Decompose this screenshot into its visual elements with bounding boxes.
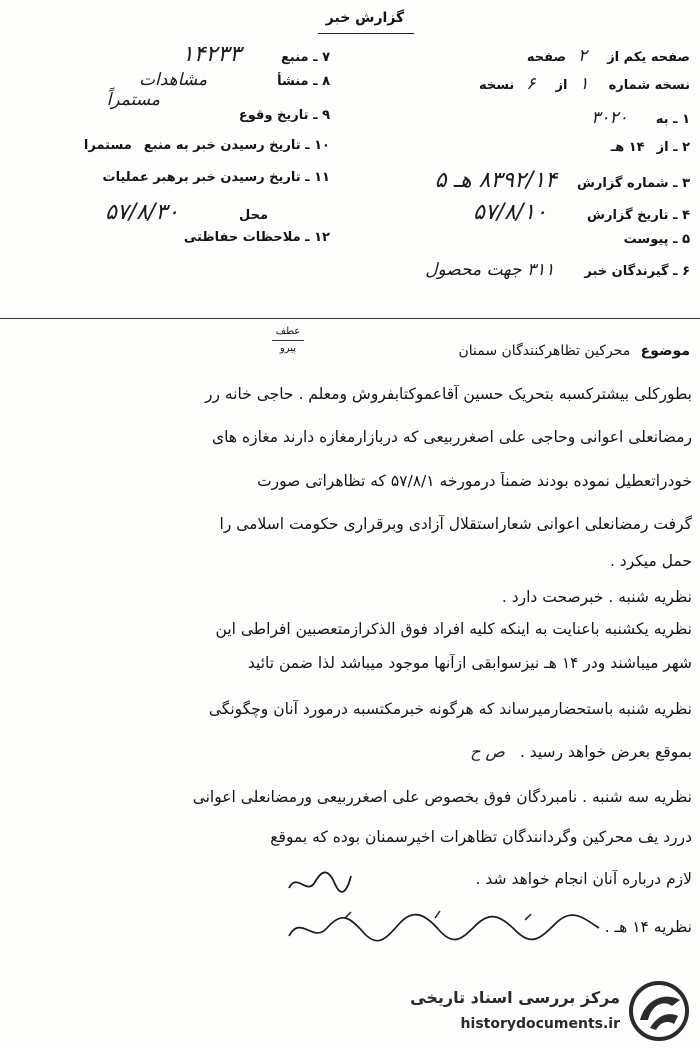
subject-line [458,343,690,359]
date-to-ops-field [103,170,330,185]
recipients-label: ۶ ـ گیرندگان خبر [584,264,690,279]
recipients-value: ۳۱۱ جهت محصول [425,260,555,280]
report-date-label: ۴ ـ تاریخ گزارش [587,208,690,223]
source-field [182,42,330,67]
handwritten-initials: ص ح [470,742,505,761]
report-number-field [435,168,690,193]
title-underline [318,33,414,34]
reference-divider [272,340,304,341]
form-title: گزارش خبر [325,10,405,26]
body-line: حمل میکرد . [609,552,692,570]
body-line: نظریه ۱۴ هـ . [604,918,692,936]
origin-note: مستمراً [106,90,160,110]
origin-note-field [107,90,160,110]
page-count-value: ۲ [578,46,588,66]
copy-total-value: ۶ [526,74,536,94]
body-line: لازم درباره آنان انجام خواهد شد . [475,870,692,888]
page-count-field [527,46,690,66]
handwritten-signature-small [285,866,355,900]
body-line-text: بموقع بعرض خواهد رسید . [519,743,692,761]
subject-text: محرکین تظاهرکنندگان سمنان [458,343,631,359]
place-field [105,200,268,225]
copy-number-mid: از [555,78,568,93]
report-date-field [473,200,690,225]
copy-number-label: نسخه شماره [608,78,690,93]
body-line: گرفت رمضانعلی اعوانی شعاراستقلال آزادی وبرقراری حکومت اسلامی را [219,515,692,533]
copy-number-field [479,74,690,94]
archive-website: historydocuments.ir [460,1016,620,1032]
body-line: دررد یف محرکین وگردانندگان تظاهرات اخیرسمنان بوده که بموقع [270,828,692,846]
body-line: خودراتعطیل نموده بودند ضمناً درمورخه ۵۷/۸/۱ که تظاهراتی صورت [257,472,692,490]
to-field [591,108,690,128]
subject-label: موضوع [640,343,690,359]
body-line: بطورکلی بیشترکسبه بتحریک حسین آقاعموکتابفروش ومعلم . حاجی خانه رر [204,385,692,403]
place-label: محل [238,208,268,223]
page-count-suffix: صفحه [526,50,567,65]
from-label: ۲ ـ از [656,140,690,155]
source-label: ۷ ـ منبع [281,50,330,65]
body-line: رمضانعلی اعوانی وحاجی علی اصغرربیعی که دربازارمغازه دارند مغازه های [212,428,692,446]
body-line: نظریه یکشنبه باعنایت به اینکه کلیه افراد فوق الذکرازمتعصبین افراطی این [215,620,692,638]
report-number-value: ۸۳۹۲/۱۴ هـ ۵ [434,168,557,193]
from-value: ۱۴ هـ [610,140,645,155]
archive-logo-icon [628,980,690,1042]
header-divider [0,318,700,319]
source-value: ۱۴۲۳۳ [181,42,242,67]
security-notes-label: ۱۲ ـ ملاحظات حفاظتی [183,230,330,245]
origin-value: مشاهدات [139,70,208,90]
copy-number-suffix: نسخه [478,78,515,93]
body-line-with-initials [8,742,692,761]
date-to-source-value: مستمرا [83,138,132,153]
body-line: نظریه شنبه . خبرصحت دارد . [501,588,692,606]
archive-name: مرکز بررسی اسناد تاریخی [410,988,620,1007]
copy-number-value: ۱ [579,74,589,94]
page-count-label: صفحه یکم از [607,50,690,65]
body-line: نظریه سه شنبه . نامبردگان فوق بخصوص علی اصغرربیعی ورمضانعلی اعوانی [192,788,692,806]
attachment-field [624,232,690,247]
body-line: شهر میباشند ودر ۱۴ هـ نیزسوابقی ازآنها موجود میباشد لذا ضمن تائید [247,654,692,672]
date-to-ops-label: ۱۱ ـ تاریخ رسیدن خبر برهبر عملیات [102,170,330,185]
recipients-field [425,260,690,280]
to-value: ۳۰۲۰ [591,108,628,128]
from-field [611,140,690,155]
security-notes-field [184,230,330,245]
origin-label: ۸ ـ منشأ [277,74,330,89]
reference-label: عطف [275,326,301,337]
event-date-label: ۹ ـ تاریخ وقوع [238,108,330,123]
origin-field [139,70,330,90]
report-number-label: ۳ ـ شماره گزارش [576,176,690,191]
handwritten-signature-note [285,906,605,950]
body-line: نظریه شنبه باستحضارمیرساند که هرگونه خبرمکتسبه درمورد آنان وچگونگی [208,700,692,718]
event-date-field [239,108,330,123]
date-to-source-field [84,138,330,153]
date-to-source-label: ۱۰ ـ تاریخ رسیدن خبر به منبع [143,138,330,153]
place-value: ۵۷/۸/۳۰ [105,200,179,225]
attachment-label: ۵ ـ پیوست [623,232,690,247]
to-label: ۱ ـ به [655,112,690,127]
followup-label: پیرو [279,343,297,354]
report-date-value: ۵۷/۸/۱۰ [473,200,548,225]
